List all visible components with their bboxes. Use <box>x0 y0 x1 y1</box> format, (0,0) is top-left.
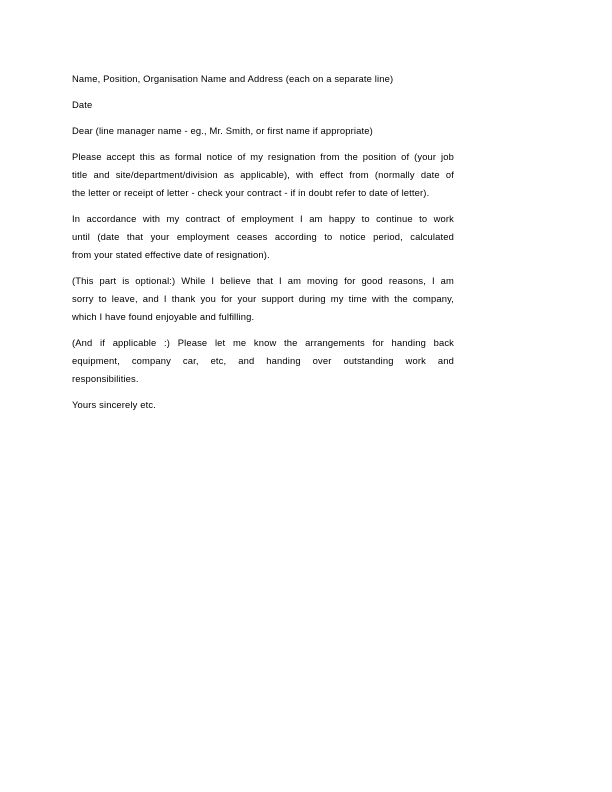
date-line <box>72 96 454 114</box>
text-line: In accordance with my contract of employment I am happy to continue to work <box>72 213 454 224</box>
salutation <box>72 122 454 140</box>
paragraph-handover <box>72 334 454 388</box>
text-line: equipment, company car, etc, and handing over outstanding work and <box>72 355 454 366</box>
text-line: which I have found enjoyable and fulfilling. <box>72 311 255 322</box>
address-line <box>72 70 454 88</box>
text-line: the letter or receipt of letter - check your contract - if in doubt refer to date of letter). <box>72 187 430 198</box>
paragraph-notice-period <box>72 210 454 264</box>
letter-page <box>72 70 454 422</box>
text-line: Please accept this as formal notice of my resignation from the position of (your job <box>72 151 454 162</box>
closing <box>72 396 454 414</box>
text-line: title and site/department/division as applicable), with effect from (normally date of <box>72 169 454 180</box>
text-line: sorry to leave, and I thank you for your support during my time with the company, <box>72 293 454 304</box>
paragraph-resignation-notice <box>72 148 454 202</box>
text-line: until (date that your employment ceases according to notice period, calculated <box>72 231 454 242</box>
text-line: (This part is optional:) While I believe that I am moving for good reasons, I am <box>72 275 454 286</box>
text-line: Name, Position, Organisation Name and Address (each on a separate line) <box>72 73 394 84</box>
text-line: from your stated effective date of resignation). <box>72 249 270 260</box>
text-line: Date <box>72 99 93 110</box>
text-line: Yours sincerely etc. <box>72 399 156 410</box>
text-line: responsibilities. <box>72 373 139 384</box>
text-line: (And if applicable :) Please let me know the arrangements for handing back <box>72 337 454 348</box>
text-line: Dear (line manager name - eg., Mr. Smith, or first name if appropriate) <box>72 125 373 136</box>
paragraph-optional-thanks <box>72 272 454 326</box>
